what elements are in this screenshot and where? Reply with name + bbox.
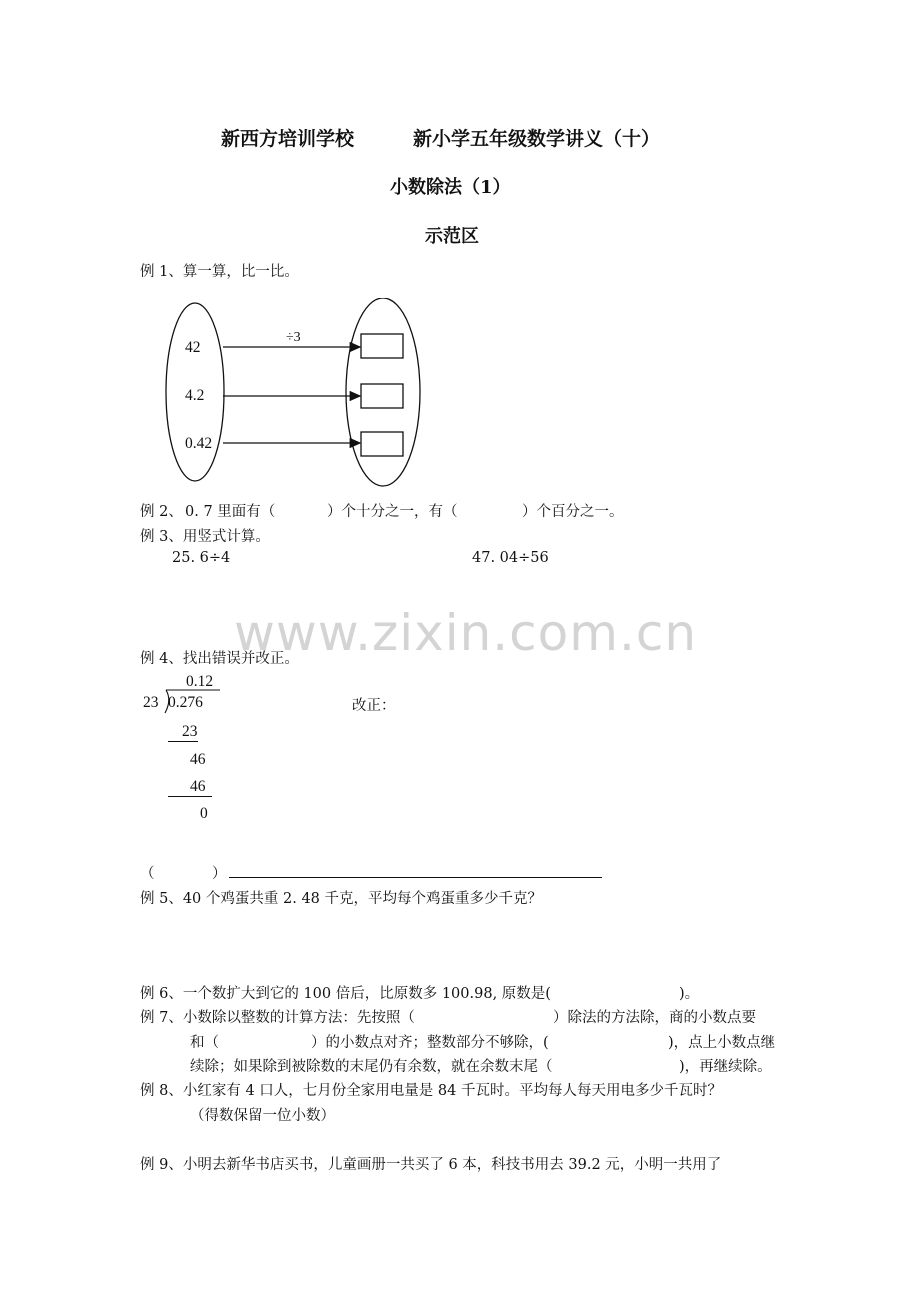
value-42: 42 bbox=[185, 339, 201, 356]
example-7-line3a: 续除；如果除到被除数的末尾仍有余数，就在余数末尾（ bbox=[190, 1059, 553, 1075]
value-0-42: 0.42 bbox=[185, 435, 213, 452]
right-ellipse bbox=[346, 298, 420, 486]
reason-answer-line bbox=[229, 877, 602, 878]
example-7-line1a: 例 7、小数除以整数的计算方法：先按照（ bbox=[140, 1010, 415, 1026]
example-1-text: 例 1、算一算，比一比。 bbox=[140, 264, 299, 280]
step-1-line bbox=[168, 741, 198, 742]
example-7-line3b: )，再继续除。 bbox=[679, 1059, 772, 1075]
example-2-part1: 0. 7 里面有（ bbox=[185, 504, 276, 520]
example-6-end: )。 bbox=[679, 986, 700, 1002]
dividend: 0.276 bbox=[168, 694, 203, 711]
quotient: 0.12 bbox=[186, 673, 214, 690]
answer-box-3 bbox=[361, 432, 403, 456]
section-title: 示范区 bbox=[425, 226, 479, 247]
step-3-line bbox=[168, 796, 212, 797]
example-3-text: 例 3、用竖式计算。 bbox=[140, 529, 270, 545]
answer-box-1 bbox=[361, 334, 403, 358]
topic-title: 小数除法（1） bbox=[390, 177, 511, 198]
judge-bracket-close: ） bbox=[212, 866, 227, 882]
example-5-text: 例 5、40 个鸡蛋共重 2. 48 千克，平均每个鸡蛋重多少千克？ bbox=[140, 891, 543, 907]
value-4-2: 4.2 bbox=[185, 387, 205, 404]
example-9-text: 例 9、小明去新华书店买书，儿童画册一共买了 6 本，科技书用去 39.2 元，小明一共用了 bbox=[140, 1157, 722, 1173]
example-7-line2a: 和（ bbox=[190, 1035, 219, 1051]
example-7-line2b: ）的小数点对齐；整数部分不够除，( bbox=[311, 1035, 549, 1051]
example-2-label: 例 2、 bbox=[140, 504, 183, 520]
example-4-text: 例 4、找出错误并改正。 bbox=[140, 651, 299, 667]
example-6-text: 例 6、一个数扩大到它的 100 倍后，比原数多 100.98, 原数是( bbox=[140, 986, 551, 1002]
course-title: 新小学五年级数学讲义（十） bbox=[413, 128, 661, 150]
problem-a: 25. 6÷4 bbox=[172, 550, 231, 566]
step-3: 46 bbox=[190, 778, 206, 795]
step-2: 46 bbox=[190, 751, 206, 768]
correction-label: 改正： bbox=[352, 698, 396, 714]
step-1: 23 bbox=[182, 723, 198, 740]
problem-b: 47. 04÷56 bbox=[472, 550, 549, 566]
step-4: 0 bbox=[200, 805, 208, 822]
watermark: www.zixin.com.cn bbox=[234, 604, 698, 662]
judge-bracket-open: （ bbox=[140, 866, 155, 882]
divisor: 23 bbox=[143, 694, 159, 711]
example-8-line2: （得数保留一位小数） bbox=[190, 1108, 335, 1124]
example-7-line1b: ）除法的方法除，商的小数点要 bbox=[553, 1010, 756, 1026]
example-2-part2: ）个十分之一，有（ bbox=[327, 504, 458, 520]
example-7-line2c: )，点上小数点继 bbox=[668, 1035, 776, 1051]
school-name: 新西方培训学校 bbox=[221, 128, 355, 150]
example-8-line1: 例 8、小红家有 4 口人，七月份全家用电量是 84 千瓦时。平均每人每天用电多少千瓦时？ bbox=[140, 1083, 722, 1099]
operation-label: ÷3 bbox=[286, 330, 301, 345]
answer-box-2 bbox=[361, 384, 403, 408]
example-2-part3: ）个百分之一。 bbox=[522, 504, 624, 520]
